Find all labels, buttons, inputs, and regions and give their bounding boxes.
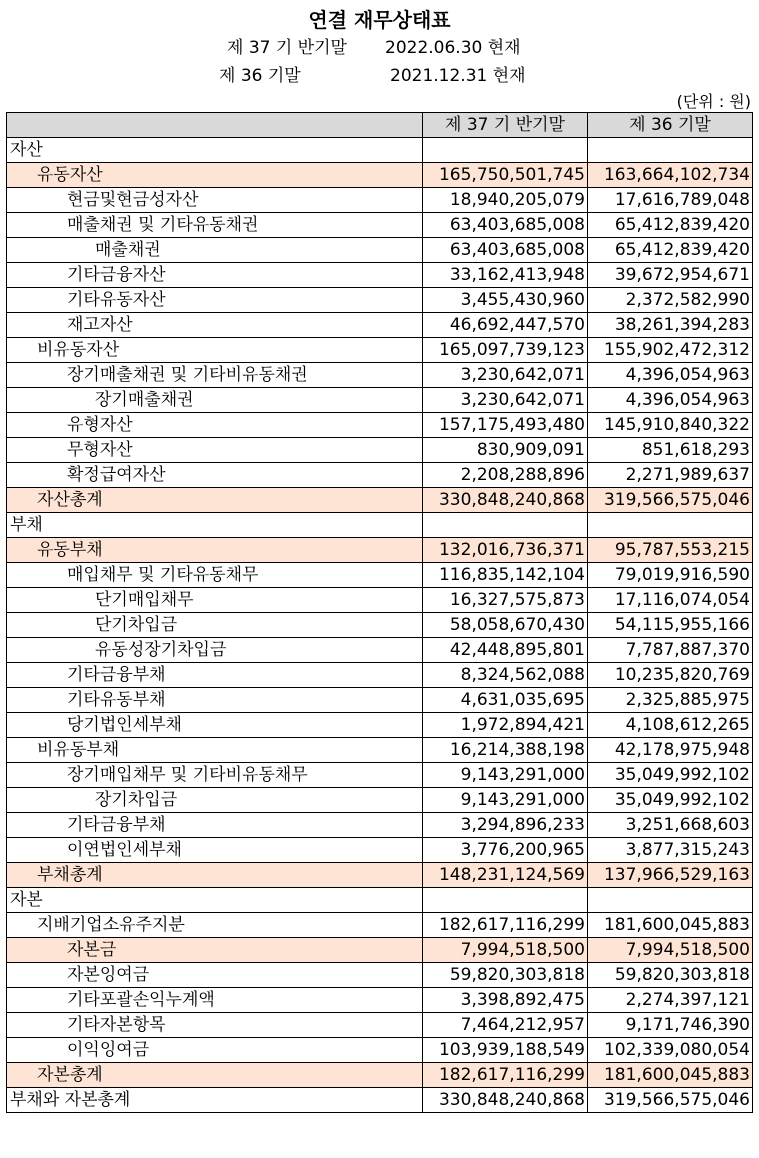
table-row: [7, 863, 753, 888]
table-row: [7, 413, 753, 438]
row-label: 비유동자산: [7, 338, 423, 363]
value-current: 63,403,685,008: [423, 213, 588, 238]
value-prior: 9,171,746,390: [588, 1013, 753, 1038]
table-row: [7, 1088, 753, 1113]
value-prior: 181,600,045,883: [588, 1063, 753, 1088]
header-current: 제 37 기 반기말: [423, 113, 588, 138]
value-current: 7,464,212,957: [423, 1013, 588, 1038]
table-row: [7, 1063, 753, 1088]
table-row: [7, 263, 753, 288]
period-current-label: 제 37 기 반기말: [227, 38, 347, 58]
value-prior: 35,049,992,102: [588, 763, 753, 788]
value-current: 18,940,205,079: [423, 188, 588, 213]
value-current: 148,231,124,569: [423, 863, 588, 888]
value-current: 9,143,291,000: [423, 763, 588, 788]
value-current: [423, 138, 588, 163]
table-row: [7, 638, 753, 663]
table-row: [7, 388, 753, 413]
value-prior: 137,966,529,163: [588, 863, 753, 888]
value-prior: 79,019,916,590: [588, 563, 753, 588]
value-prior: 2,325,885,975: [588, 688, 753, 713]
row-label: 무형자산: [7, 438, 423, 463]
row-label: 장기매입채무 및 기타비유동채무: [7, 763, 423, 788]
value-current: 4,631,035,695: [423, 688, 588, 713]
value-current: 103,939,188,549: [423, 1038, 588, 1063]
value-current: 116,835,142,104: [423, 563, 588, 588]
row-label: 자본잉여금: [7, 963, 423, 988]
value-current: 1,972,894,421: [423, 713, 588, 738]
row-label: 자산총계: [7, 488, 423, 513]
row-label: 단기매입채무: [7, 588, 423, 613]
table-row: [7, 188, 753, 213]
value-prior: 3,251,668,603: [588, 813, 753, 838]
row-label: 기타유동자산: [7, 288, 423, 313]
value-current: 3,776,200,965: [423, 838, 588, 863]
value-current: 3,455,430,960: [423, 288, 588, 313]
table-row: [7, 688, 753, 713]
row-label: 기타유동부채: [7, 688, 423, 713]
value-current: 3,398,892,475: [423, 988, 588, 1013]
value-current: 59,820,303,818: [423, 963, 588, 988]
value-current: 2,208,288,896: [423, 463, 588, 488]
value-current: 182,617,116,299: [423, 1063, 588, 1088]
table-row: [7, 238, 753, 263]
header-item: [7, 113, 423, 138]
value-current: 182,617,116,299: [423, 913, 588, 938]
table-row: [7, 663, 753, 688]
table-row: [7, 563, 753, 588]
row-label: 장기매출채권 및 기타비유동채권: [7, 363, 423, 388]
statement-title: 연결 재무상태표: [308, 8, 451, 32]
table-row: [7, 888, 753, 913]
value-current: 8,324,562,088: [423, 663, 588, 688]
value-current: 165,750,501,745: [423, 163, 588, 188]
row-label: 유동부채: [7, 538, 423, 563]
row-label: 매입채무 및 기타유동채무: [7, 563, 423, 588]
table-row: [7, 963, 753, 988]
row-label: 부채총계: [7, 863, 423, 888]
row-label: 매출채권 및 기타유동채권: [7, 213, 423, 238]
value-prior: 42,178,975,948: [588, 738, 753, 763]
row-label: 장기차입금: [7, 788, 423, 813]
value-current: 58,058,670,430: [423, 613, 588, 638]
value-prior: 7,994,518,500: [588, 938, 753, 963]
table-row: [7, 988, 753, 1013]
value-prior: 35,049,992,102: [588, 788, 753, 813]
row-label: 유형자산: [7, 413, 423, 438]
table-row: [7, 338, 753, 363]
value-current: 165,097,739,123: [423, 338, 588, 363]
value-prior: 17,616,789,048: [588, 188, 753, 213]
value-prior: 65,412,839,420: [588, 238, 753, 263]
row-label: 현금및현금성자산: [7, 188, 423, 213]
row-label: 이익잉여금: [7, 1038, 423, 1063]
row-label: 유동자산: [7, 163, 423, 188]
value-prior: 319,566,575,046: [588, 1088, 753, 1113]
value-current: 42,448,895,801: [423, 638, 588, 663]
table-row: [7, 513, 753, 538]
row-label: 유동성장기차입금: [7, 638, 423, 663]
table-row: [7, 213, 753, 238]
value-prior: 95,787,553,215: [588, 538, 753, 563]
row-label: 장기매출채권: [7, 388, 423, 413]
row-label: 확정급여자산: [7, 463, 423, 488]
row-label: 기타포괄손익누계액: [7, 988, 423, 1013]
row-label: 기타금융자산: [7, 263, 423, 288]
row-label: 부채와 자본총계: [7, 1088, 423, 1113]
row-label: 부채: [7, 513, 423, 538]
value-prior: 102,339,080,054: [588, 1038, 753, 1063]
table-row: [7, 763, 753, 788]
table-row: [7, 588, 753, 613]
row-label: 당기법인세부채: [7, 713, 423, 738]
value-current: 157,175,493,480: [423, 413, 588, 438]
value-prior: 4,108,612,265: [588, 713, 753, 738]
table-row: [7, 913, 753, 938]
table-row: [7, 363, 753, 388]
unit-label: (단위 : 원): [676, 92, 751, 111]
row-label: 재고자산: [7, 313, 423, 338]
row-label: 자본금: [7, 938, 423, 963]
row-label: 비유동부채: [7, 738, 423, 763]
value-prior: 851,618,293: [588, 438, 753, 463]
row-label: 자산: [7, 138, 423, 163]
table-row: [7, 1013, 753, 1038]
table-row: [7, 313, 753, 338]
period-prior-label: 제 36 기말: [219, 66, 301, 86]
table-row: [7, 463, 753, 488]
value-prior: 17,116,074,054: [588, 588, 753, 613]
value-prior: 54,115,955,166: [588, 613, 753, 638]
period-current-date: 2022.06.30 현재: [385, 38, 521, 58]
value-prior: 39,672,954,671: [588, 263, 753, 288]
row-label: 단기차입금: [7, 613, 423, 638]
header-prior: 제 36 기말: [588, 113, 753, 138]
table-row: [7, 163, 753, 188]
table-row: [7, 713, 753, 738]
row-label: 기타금융부채: [7, 663, 423, 688]
table-row: [7, 438, 753, 463]
table-row: [7, 138, 753, 163]
row-label: 매출채권: [7, 238, 423, 263]
value-prior: 4,396,054,963: [588, 363, 753, 388]
value-prior: 319,566,575,046: [588, 488, 753, 513]
row-label: 지배기업소유주지분: [7, 913, 423, 938]
balance-sheet-table: [6, 112, 753, 1113]
value-current: 330,848,240,868: [423, 488, 588, 513]
value-prior: [588, 138, 753, 163]
value-prior: 7,787,887,370: [588, 638, 753, 663]
row-label: 기타금융부채: [7, 813, 423, 838]
value-current: 3,230,642,071: [423, 363, 588, 388]
table-row: [7, 613, 753, 638]
value-prior: 2,271,989,637: [588, 463, 753, 488]
row-label: 기타자본항목: [7, 1013, 423, 1038]
value-prior: 65,412,839,420: [588, 213, 753, 238]
value-current: 3,230,642,071: [423, 388, 588, 413]
value-prior: 59,820,303,818: [588, 963, 753, 988]
value-prior: 3,877,315,243: [588, 838, 753, 863]
value-prior: 181,600,045,883: [588, 913, 753, 938]
value-current: 16,214,388,198: [423, 738, 588, 763]
table-row: [7, 838, 753, 863]
value-current: 33,162,413,948: [423, 263, 588, 288]
table-row: [7, 538, 753, 563]
value-prior: 155,902,472,312: [588, 338, 753, 363]
row-label: 자본: [7, 888, 423, 913]
value-current: 132,016,736,371: [423, 538, 588, 563]
value-prior: 2,274,397,121: [588, 988, 753, 1013]
table-row: [7, 738, 753, 763]
value-prior: [588, 888, 753, 913]
value-prior: 4,396,054,963: [588, 388, 753, 413]
value-current: 9,143,291,000: [423, 788, 588, 813]
value-current: 7,994,518,500: [423, 938, 588, 963]
value-current: 46,692,447,570: [423, 313, 588, 338]
value-prior: [588, 513, 753, 538]
value-current: 830,909,091: [423, 438, 588, 463]
value-current: 63,403,685,008: [423, 238, 588, 263]
value-prior: 145,910,840,322: [588, 413, 753, 438]
row-label: 이연법인세부채: [7, 838, 423, 863]
value-prior: 163,664,102,734: [588, 163, 753, 188]
table-row: [7, 488, 753, 513]
value-current: [423, 513, 588, 538]
value-current: 3,294,896,233: [423, 813, 588, 838]
value-current: 16,327,575,873: [423, 588, 588, 613]
value-prior: 38,261,394,283: [588, 313, 753, 338]
value-current: 330,848,240,868: [423, 1088, 588, 1113]
table-row: [7, 288, 753, 313]
period-prior-date: 2021.12.31 현재: [390, 66, 526, 86]
row-label: 자본총계: [7, 1063, 423, 1088]
header-row: [7, 113, 753, 138]
value-prior: 2,372,582,990: [588, 288, 753, 313]
table-row: [7, 1038, 753, 1063]
table-row: [7, 938, 753, 963]
value-prior: 10,235,820,769: [588, 663, 753, 688]
value-current: [423, 888, 588, 913]
table-row: [7, 788, 753, 813]
table-row: [7, 813, 753, 838]
